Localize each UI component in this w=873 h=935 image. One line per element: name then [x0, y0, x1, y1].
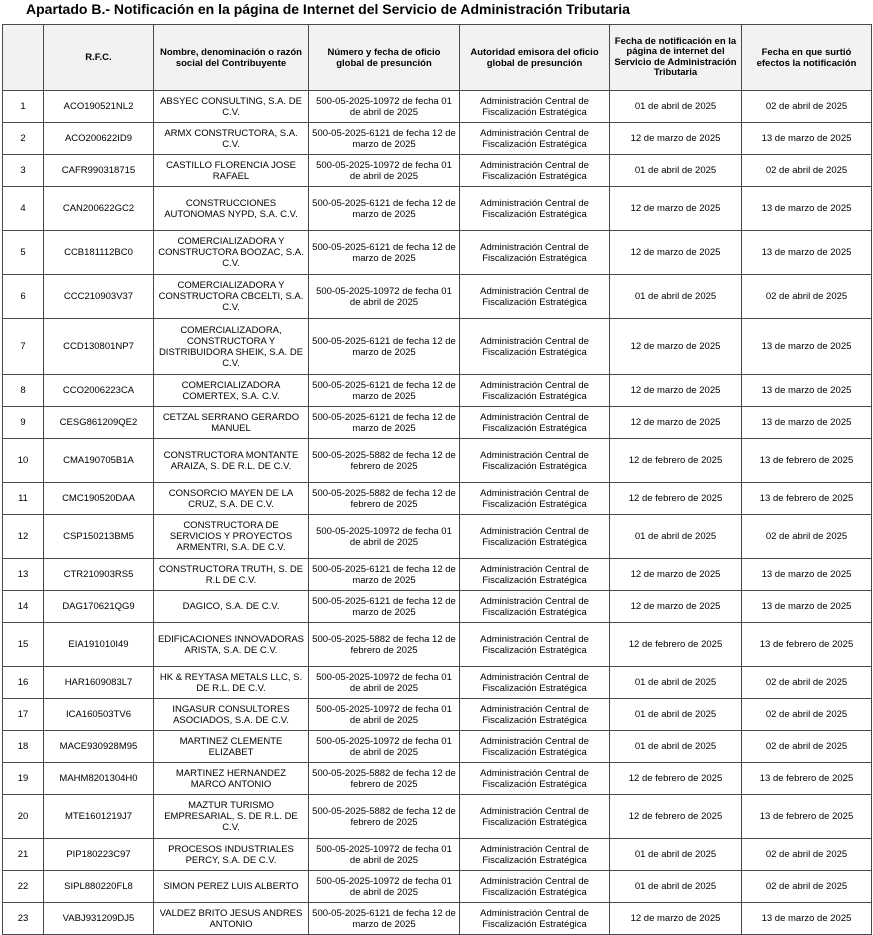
rfc-cell: EIA191010I49 [44, 623, 154, 667]
fecha-efectos-cell: 02 de abril de 2025 [742, 839, 872, 871]
nombre-cell: CETZAL SERRANO GERARDO MANUEL [154, 407, 309, 439]
fecha-notificacion-cell: 12 de marzo de 2025 [610, 591, 742, 623]
oficio-cell: 500-05-2025-10972 de fecha 01 de abril de 2025 [309, 699, 460, 731]
table-row [3, 275, 872, 319]
autoridad-cell: Administración Central de Fiscalización Estratégica [460, 483, 610, 515]
table-row [3, 375, 872, 407]
oficio-cell: 500-05-2025-5882 de fecha 12 de febrero de 2025 [309, 763, 460, 795]
autoridad-cell: Administración Central de Fiscalización Estratégica [460, 839, 610, 871]
rfc-cell: CCC210903V37 [44, 275, 154, 319]
rfc-cell: CMA190705B1A [44, 439, 154, 483]
nombre-cell: CONSTRUCCIONES AUTONOMAS NYPD, S.A. C.V. [154, 187, 309, 231]
fecha-notificacion-cell: 01 de abril de 2025 [610, 275, 742, 319]
row-number: 6 [3, 275, 44, 319]
fecha-notificacion-cell: 12 de marzo de 2025 [610, 375, 742, 407]
table-row [3, 155, 872, 187]
table-row [3, 871, 872, 903]
row-number: 15 [3, 623, 44, 667]
fecha-efectos-cell: 02 de abril de 2025 [742, 731, 872, 763]
nombre-cell: MARTINEZ CLEMENTE ELIZABET [154, 731, 309, 763]
nombre-cell: COMERCIALIZADORA COMERTEX, S.A. C.V. [154, 375, 309, 407]
autoridad-cell: Administración Central de Fiscalización Estratégica [460, 319, 610, 375]
row-number: 11 [3, 483, 44, 515]
autoridad-cell: Administración Central de Fiscalización Estratégica [460, 871, 610, 903]
oficio-cell: 500-05-2025-10972 de fecha 01 de abril de 2025 [309, 871, 460, 903]
autoridad-cell: Administración Central de Fiscalización Estratégica [460, 667, 610, 699]
nombre-cell: SIMON PEREZ LUIS ALBERTO [154, 871, 309, 903]
fecha-efectos-cell: 02 de abril de 2025 [742, 871, 872, 903]
rfc-cell: ACO200622ID9 [44, 123, 154, 155]
header-fecha-notificacion: Fecha de notificación en la página de internet del Servicio de Administración Tributaria [610, 25, 742, 91]
fecha-notificacion-cell: 12 de marzo de 2025 [610, 559, 742, 591]
nombre-cell: CONSTRUCTORA DE SERVICIOS Y PROYECTOS ARMENTRI, S.A. DE C.V. [154, 515, 309, 559]
oficio-cell: 500-05-2025-5882 de fecha 12 de febrero de 2025 [309, 795, 460, 839]
oficio-cell: 500-05-2025-10972 de fecha 01 de abril de 2025 [309, 515, 460, 559]
autoridad-cell: Administración Central de Fiscalización Estratégica [460, 515, 610, 559]
oficio-cell: 500-05-2025-10972 de fecha 01 de abril de 2025 [309, 155, 460, 187]
header-oficio: Número y fecha de oficio global de presunción [309, 25, 460, 91]
header-rfc: R.F.C. [44, 25, 154, 91]
nombre-cell: DAGICO, S.A. DE C.V. [154, 591, 309, 623]
table-row [3, 763, 872, 795]
fecha-notificacion-cell: 12 de febrero de 2025 [610, 439, 742, 483]
autoridad-cell: Administración Central de Fiscalización Estratégica [460, 795, 610, 839]
fecha-notificacion-cell: 01 de abril de 2025 [610, 699, 742, 731]
nombre-cell: CASTILLO FLORENCIA JOSE RAFAEL [154, 155, 309, 187]
rfc-cell: CESG861209QE2 [44, 407, 154, 439]
table-row [3, 91, 872, 123]
autoridad-cell: Administración Central de Fiscalización Estratégica [460, 591, 610, 623]
fecha-notificacion-cell: 12 de marzo de 2025 [610, 407, 742, 439]
row-number: 8 [3, 375, 44, 407]
nombre-cell: EDIFICACIONES INNOVADORAS ARISTA, S.A. DE C.V. [154, 623, 309, 667]
fecha-efectos-cell: 02 de abril de 2025 [742, 667, 872, 699]
header-autoridad: Autoridad emisora del oficio global de presunción [460, 25, 610, 91]
header-number [3, 25, 44, 91]
rfc-cell: MAHM8201304H0 [44, 763, 154, 795]
oficio-cell: 500-05-2025-6121 de fecha 12 de marzo de 2025 [309, 319, 460, 375]
row-number: 7 [3, 319, 44, 375]
fecha-efectos-cell: 02 de abril de 2025 [742, 275, 872, 319]
autoridad-cell: Administración Central de Fiscalización Estratégica [460, 731, 610, 763]
fecha-notificacion-cell: 12 de marzo de 2025 [610, 903, 742, 935]
fecha-efectos-cell: 13 de marzo de 2025 [742, 559, 872, 591]
header-nombre: Nombre, denominación o razón social del Contribuyente [154, 25, 309, 91]
fecha-efectos-cell: 13 de marzo de 2025 [742, 903, 872, 935]
fecha-efectos-cell: 13 de marzo de 2025 [742, 407, 872, 439]
rfc-cell: CTR210903RS5 [44, 559, 154, 591]
page-title: Apartado B.- Notificación en la página de Internet del Servicio de Administración Tributaria [26, 1, 630, 17]
table-row [3, 439, 872, 483]
rfc-cell: CCO2006223CA [44, 375, 154, 407]
rfc-cell: PIP180223C97 [44, 839, 154, 871]
row-number: 21 [3, 839, 44, 871]
autoridad-cell: Administración Central de Fiscalización Estratégica [460, 407, 610, 439]
oficio-cell: 500-05-2025-6121 de fecha 12 de marzo de 2025 [309, 591, 460, 623]
table-row [3, 319, 872, 375]
table-row [3, 903, 872, 935]
fecha-efectos-cell: 02 de abril de 2025 [742, 91, 872, 123]
row-number: 20 [3, 795, 44, 839]
fecha-notificacion-cell: 12 de marzo de 2025 [610, 123, 742, 155]
fecha-notificacion-cell: 12 de febrero de 2025 [610, 483, 742, 515]
oficio-cell: 500-05-2025-6121 de fecha 12 de marzo de 2025 [309, 375, 460, 407]
fecha-notificacion-cell: 01 de abril de 2025 [610, 839, 742, 871]
fecha-notificacion-cell: 01 de abril de 2025 [610, 667, 742, 699]
rfc-cell: ICA160503TV6 [44, 699, 154, 731]
rfc-cell: CAFR990318715 [44, 155, 154, 187]
table-row [3, 483, 872, 515]
fecha-efectos-cell: 13 de marzo de 2025 [742, 187, 872, 231]
fecha-notificacion-cell: 01 de abril de 2025 [610, 515, 742, 559]
fecha-efectos-cell: 13 de febrero de 2025 [742, 795, 872, 839]
table-row [3, 515, 872, 559]
row-number: 4 [3, 187, 44, 231]
autoridad-cell: Administración Central de Fiscalización Estratégica [460, 559, 610, 591]
table-row [3, 731, 872, 763]
autoridad-cell: Administración Central de Fiscalización Estratégica [460, 155, 610, 187]
nombre-cell: ARMX CONSTRUCTORA, S.A. C.V. [154, 123, 309, 155]
oficio-cell: 500-05-2025-10972 de fecha 01 de abril de 2025 [309, 839, 460, 871]
nombre-cell: PROCESOS INDUSTRIALES PERCY, S.A. DE C.V. [154, 839, 309, 871]
autoridad-cell: Administración Central de Fiscalización Estratégica [460, 231, 610, 275]
oficio-cell: 500-05-2025-10972 de fecha 01 de abril de 2025 [309, 91, 460, 123]
nombre-cell: HK & REYTASA METALS LLC, S. DE R.L. DE C.V. [154, 667, 309, 699]
fecha-efectos-cell: 13 de febrero de 2025 [742, 483, 872, 515]
oficio-cell: 500-05-2025-6121 de fecha 12 de marzo de 2025 [309, 559, 460, 591]
rfc-cell: CSP150213BM5 [44, 515, 154, 559]
autoridad-cell: Administración Central de Fiscalización Estratégica [460, 123, 610, 155]
row-number: 12 [3, 515, 44, 559]
row-number: 23 [3, 903, 44, 935]
row-number: 5 [3, 231, 44, 275]
table-row [3, 699, 872, 731]
header-fecha-efectos: Fecha en que surtió efectos la notificación [742, 25, 872, 91]
oficio-cell: 500-05-2025-10972 de fecha 01 de abril de 2025 [309, 731, 460, 763]
row-number: 2 [3, 123, 44, 155]
table-header-row [3, 25, 872, 91]
row-number: 19 [3, 763, 44, 795]
oficio-cell: 500-05-2025-5882 de fecha 12 de febrero de 2025 [309, 483, 460, 515]
rfc-cell: CCB181112BC0 [44, 231, 154, 275]
table-row [3, 839, 872, 871]
oficio-cell: 500-05-2025-6121 de fecha 12 de marzo de 2025 [309, 187, 460, 231]
row-number: 17 [3, 699, 44, 731]
rfc-cell: SIPL880220FL8 [44, 871, 154, 903]
fecha-notificacion-cell: 12 de febrero de 2025 [610, 623, 742, 667]
fecha-efectos-cell: 13 de febrero de 2025 [742, 763, 872, 795]
rfc-cell: CCD130801NP7 [44, 319, 154, 375]
autoridad-cell: Administración Central de Fiscalización Estratégica [460, 903, 610, 935]
rfc-cell: CMC190520DAA [44, 483, 154, 515]
table-row [3, 795, 872, 839]
oficio-cell: 500-05-2025-6121 de fecha 12 de marzo de 2025 [309, 231, 460, 275]
fecha-notificacion-cell: 01 de abril de 2025 [610, 871, 742, 903]
fecha-notificacion-cell: 12 de febrero de 2025 [610, 795, 742, 839]
oficio-cell: 500-05-2025-10972 de fecha 01 de abril de 2025 [309, 275, 460, 319]
rfc-cell: MTE1601219J7 [44, 795, 154, 839]
table-row [3, 407, 872, 439]
row-number: 3 [3, 155, 44, 187]
autoridad-cell: Administración Central de Fiscalización Estratégica [460, 763, 610, 795]
row-number: 9 [3, 407, 44, 439]
fecha-notificacion-cell: 12 de marzo de 2025 [610, 187, 742, 231]
row-number: 16 [3, 667, 44, 699]
autoridad-cell: Administración Central de Fiscalización Estratégica [460, 187, 610, 231]
fecha-efectos-cell: 13 de marzo de 2025 [742, 123, 872, 155]
oficio-cell: 500-05-2025-5882 de fecha 12 de febrero de 2025 [309, 439, 460, 483]
autoridad-cell: Administración Central de Fiscalización Estratégica [460, 91, 610, 123]
nombre-cell: CONSTRUCTORA TRUTH, S. DE R.L DE C.V. [154, 559, 309, 591]
fecha-notificacion-cell: 12 de marzo de 2025 [610, 319, 742, 375]
nombre-cell: COMERCIALIZADORA Y CONSTRUCTORA BOOZAC, S.A. C.V. [154, 231, 309, 275]
oficio-cell: 500-05-2025-5882 de fecha 12 de febrero de 2025 [309, 623, 460, 667]
oficio-cell: 500-05-2025-10972 de fecha 01 de abril de 2025 [309, 667, 460, 699]
autoridad-cell: Administración Central de Fiscalización Estratégica [460, 699, 610, 731]
row-number: 1 [3, 91, 44, 123]
rfc-cell: HAR1609083L7 [44, 667, 154, 699]
autoridad-cell: Administración Central de Fiscalización Estratégica [460, 375, 610, 407]
nombre-cell: CONSORCIO MAYEN DE LA CRUZ, S.A. DE C.V. [154, 483, 309, 515]
nombre-cell: VALDEZ BRITO JESUS ANDRES ANTONIO [154, 903, 309, 935]
rfc-cell: ACO190521NL2 [44, 91, 154, 123]
fecha-efectos-cell: 02 de abril de 2025 [742, 155, 872, 187]
fecha-notificacion-cell: 01 de abril de 2025 [610, 91, 742, 123]
autoridad-cell: Administración Central de Fiscalización Estratégica [460, 439, 610, 483]
rfc-cell: MACE930928M95 [44, 731, 154, 763]
nombre-cell: COMERCIALIZADORA, CONSTRUCTORA Y DISTRIBUIDORA SHEIK, S.A. DE C.V. [154, 319, 309, 375]
fecha-efectos-cell: 13 de marzo de 2025 [742, 319, 872, 375]
nombre-cell: MAZTUR TURISMO EMPRESARIAL, S. DE R.L. DE C.V. [154, 795, 309, 839]
autoridad-cell: Administración Central de Fiscalización Estratégica [460, 623, 610, 667]
fecha-notificacion-cell: 12 de marzo de 2025 [610, 231, 742, 275]
row-number: 18 [3, 731, 44, 763]
nombre-cell: ABSYEC CONSULTING, S.A. DE C.V. [154, 91, 309, 123]
row-number: 14 [3, 591, 44, 623]
oficio-cell: 500-05-2025-6121 de fecha 12 de marzo de 2025 [309, 407, 460, 439]
row-number: 10 [3, 439, 44, 483]
table-row [3, 187, 872, 231]
table-row [3, 231, 872, 275]
fecha-efectos-cell: 02 de abril de 2025 [742, 699, 872, 731]
autoridad-cell: Administración Central de Fiscalización Estratégica [460, 275, 610, 319]
table-row [3, 123, 872, 155]
fecha-efectos-cell: 13 de febrero de 2025 [742, 623, 872, 667]
fecha-notificacion-cell: 01 de abril de 2025 [610, 155, 742, 187]
rfc-cell: VABJ931209DJ5 [44, 903, 154, 935]
fecha-efectos-cell: 02 de abril de 2025 [742, 515, 872, 559]
fecha-efectos-cell: 13 de febrero de 2025 [742, 439, 872, 483]
nombre-cell: CONSTRUCTORA MONTANTE ARAIZA, S. DE R.L. DE C.V. [154, 439, 309, 483]
oficio-cell: 500-05-2025-6121 de fecha 12 de marzo de 2025 [309, 903, 460, 935]
oficio-cell: 500-05-2025-6121 de fecha 12 de marzo de 2025 [309, 123, 460, 155]
table-row [3, 623, 872, 667]
table-row [3, 559, 872, 591]
rfc-cell: CAN200622GC2 [44, 187, 154, 231]
fecha-efectos-cell: 13 de marzo de 2025 [742, 231, 872, 275]
row-number: 13 [3, 559, 44, 591]
nombre-cell: INGASUR CONSULTORES ASOCIADOS, S.A. DE C.V. [154, 699, 309, 731]
nombre-cell: COMERCIALIZADORA Y CONSTRUCTORA CBCELTI, S.A. C.V. [154, 275, 309, 319]
fecha-efectos-cell: 13 de marzo de 2025 [742, 375, 872, 407]
fecha-notificacion-cell: 01 de abril de 2025 [610, 731, 742, 763]
fecha-efectos-cell: 13 de marzo de 2025 [742, 591, 872, 623]
fecha-notificacion-cell: 12 de febrero de 2025 [610, 763, 742, 795]
notification-table [2, 24, 872, 935]
table-row [3, 667, 872, 699]
nombre-cell: MARTINEZ HERNANDEZ MARCO ANTONIO [154, 763, 309, 795]
row-number: 22 [3, 871, 44, 903]
rfc-cell: DAG170621QG9 [44, 591, 154, 623]
table-row [3, 591, 872, 623]
